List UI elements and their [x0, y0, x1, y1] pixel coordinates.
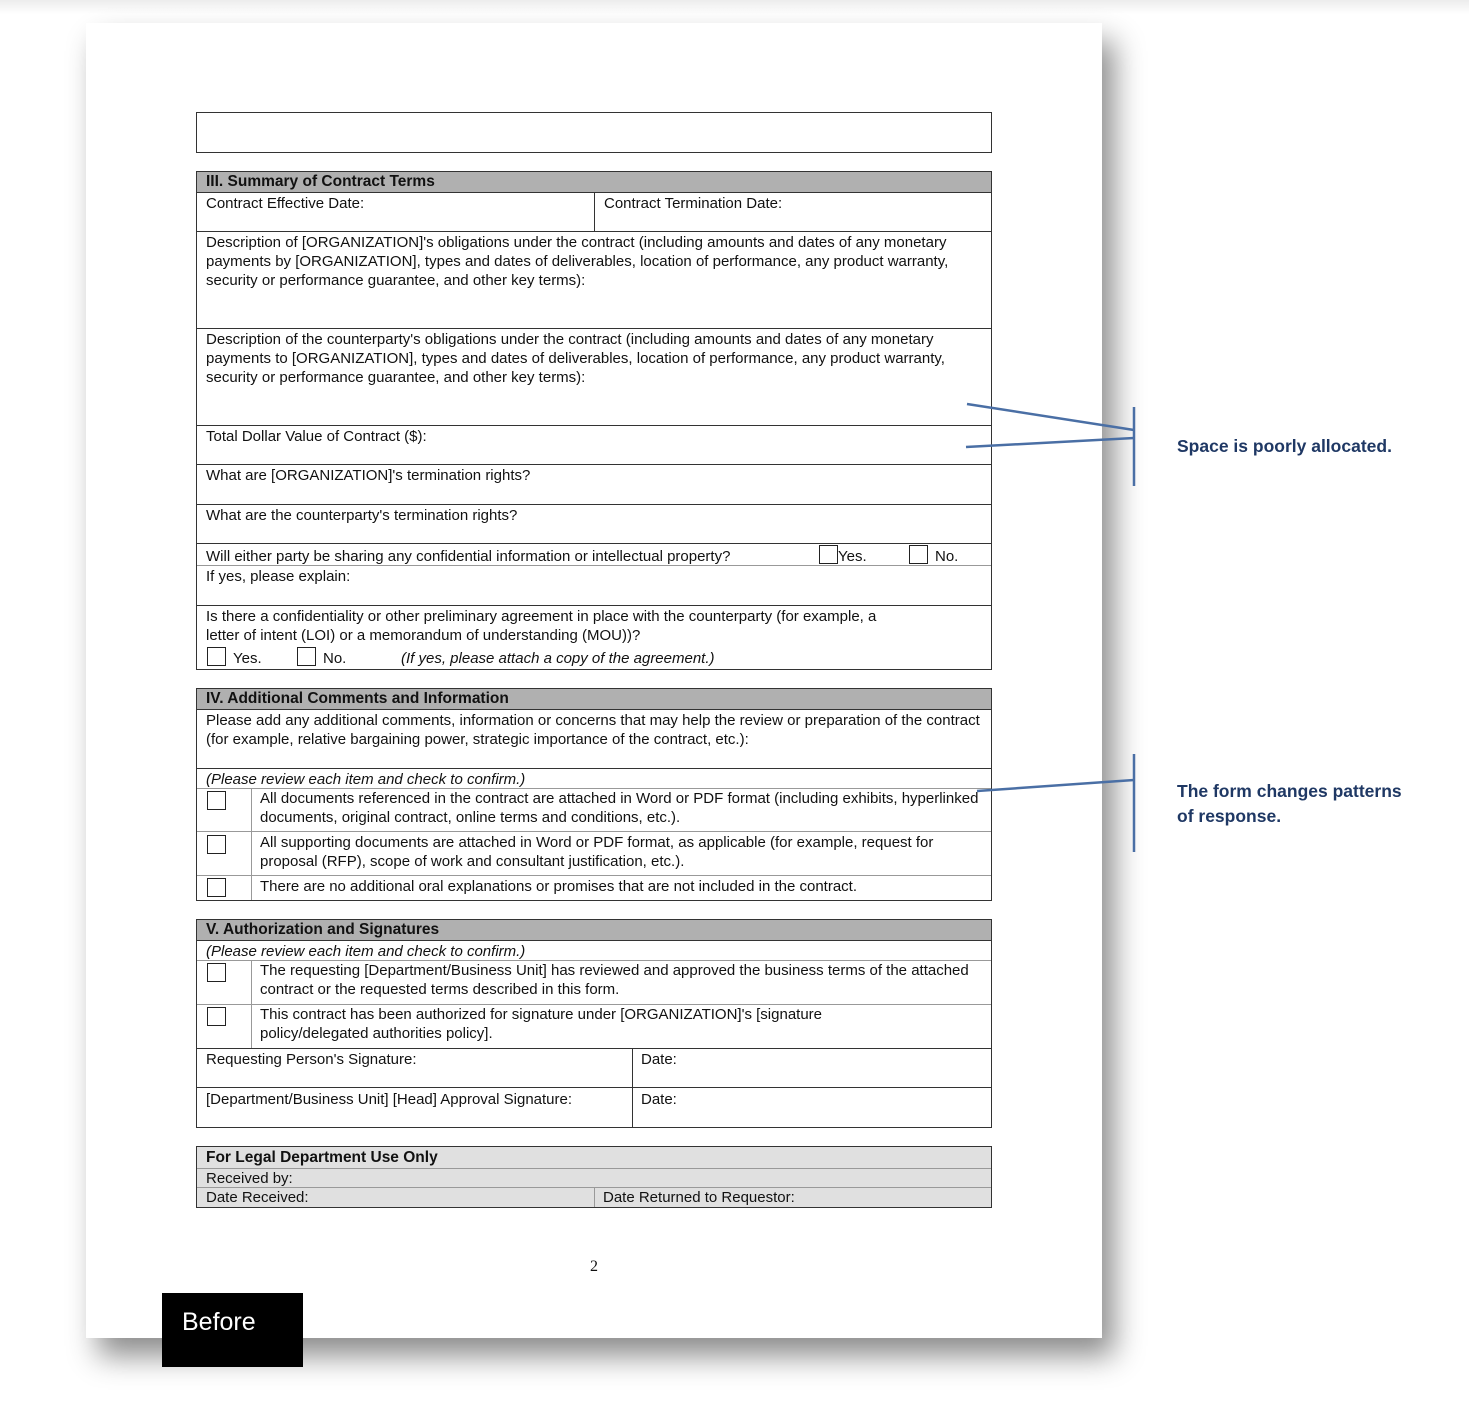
additional-comments-field[interactable]: Please add any additional comments, information or concerns that may help the review or preparation of the contract (for example, relative bargaining power, strategic importance of the contract, etc.): — [206, 712, 980, 748]
counterparty-obligations-field[interactable]: Description of the counterparty's obligations under the contract (including amounts and dates of any monetary payments to [ORGANIZATION], types and dates of deliverables, location of performance, any product warranty, security or performance guarantee, and other key terms): — [206, 331, 945, 386]
section-iv-title: IV. Additional Comments and Information — [197, 689, 991, 710]
if-yes-explain-field[interactable]: If yes, please explain: — [206, 568, 351, 585]
date-returned-field[interactable]: Date Returned to Requestor: — [603, 1189, 795, 1206]
pattern-annotation-line2: of response. — [1177, 806, 1282, 826]
termination-date-field[interactable]: Contract Termination Date: — [604, 195, 783, 212]
date-received-field[interactable]: Date Received: — [206, 1189, 309, 1206]
preliminary-no-label: No. — [323, 650, 347, 667]
no-oral-promises-text: There are no additional oral explanations or promises that are not included in the contract. — [260, 878, 858, 895]
business-terms-approved-text: The requesting [Department/Business Unit] has reviewed and approved the business terms of the attached contract or the requested terms described in this form. — [260, 962, 969, 998]
total-value-field[interactable]: Total Dollar Value of Contract ($): — [206, 428, 427, 445]
pattern-annotation-line1: The form changes patterns — [1177, 781, 1402, 801]
approval-date-field[interactable]: Date: — [641, 1091, 677, 1108]
pattern-callout-line — [977, 780, 1134, 791]
org-termination-field[interactable]: What are [ORGANIZATION]'s termination rights? — [206, 467, 531, 484]
requesting-signature-field[interactable]: Requesting Person's Signature: — [206, 1051, 417, 1068]
supporting-docs-text: All supporting documents are attached in Word or PDF format, as applicable (for example, request for proposal (RFP), scope of work and consultant justification, etc.). — [260, 834, 934, 870]
before-tag: Before — [162, 1293, 303, 1367]
approval-signature-field[interactable]: [Department/Business Unit] [Head] Approval Signature: — [206, 1091, 573, 1108]
confidential-yes-label: Yes. — [838, 548, 867, 565]
org-obligations-field[interactable]: Description of [ORGANIZATION]'s obligations under the contract (including amounts and dates of any monetary payments by [ORGANIZATION], types and dates of deliverables, location of performance, any product warranty, security or performance guarantee, and other key terms): — [206, 234, 949, 289]
preliminary-q-line2: letter of intent (LOI) or a memorandum of understanding (MOU))? — [206, 627, 641, 644]
space-annotation: Space is poorly allocated. — [1177, 436, 1392, 456]
documents-attached-text: All documents referenced in the contract are attached in Word or PDF format (including exhibits, hyperlinked documents, original contract, online terms and conditions, etc.). — [260, 790, 979, 826]
confidential-no-label: No. — [935, 548, 959, 565]
received-by-field[interactable]: Received by: — [206, 1170, 293, 1187]
legal-title: For Legal Department Use Only — [206, 1149, 438, 1166]
section-iii-title: III. Summary of Contract Terms — [197, 172, 991, 193]
attach-note: (If yes, please attach a copy of the agreement.) — [401, 650, 715, 667]
preliminary-q-line1: Is there a confidentiality or other preliminary agreement in place with the counterparty (for example, a — [206, 608, 877, 625]
counterparty-termination-field[interactable]: What are the counterparty's termination rights? — [206, 507, 518, 524]
section-v-title: V. Authorization and Signatures — [197, 920, 991, 941]
section-iv-review-note: (Please review each item and check to confirm.) — [206, 771, 526, 788]
space-callout-line-top — [967, 404, 1134, 430]
page-number: 2 — [590, 1258, 598, 1275]
effective-date-field[interactable]: Contract Effective Date: — [206, 195, 365, 212]
confidential-question-text: Will either party be sharing any confidential information or intellectual property? — [206, 548, 731, 565]
preliminary-yes-label: Yes. — [233, 650, 262, 667]
space-callout-line-bottom — [966, 438, 1134, 447]
signature-authorized-text: This contract has been authorized for signature under [ORGANIZATION]'s [signature policy/delegated authorities policy]. — [260, 1006, 823, 1042]
section-v-review-note: (Please review each item and check to confirm.) — [206, 943, 526, 960]
requesting-date-field[interactable]: Date: — [641, 1051, 677, 1068]
